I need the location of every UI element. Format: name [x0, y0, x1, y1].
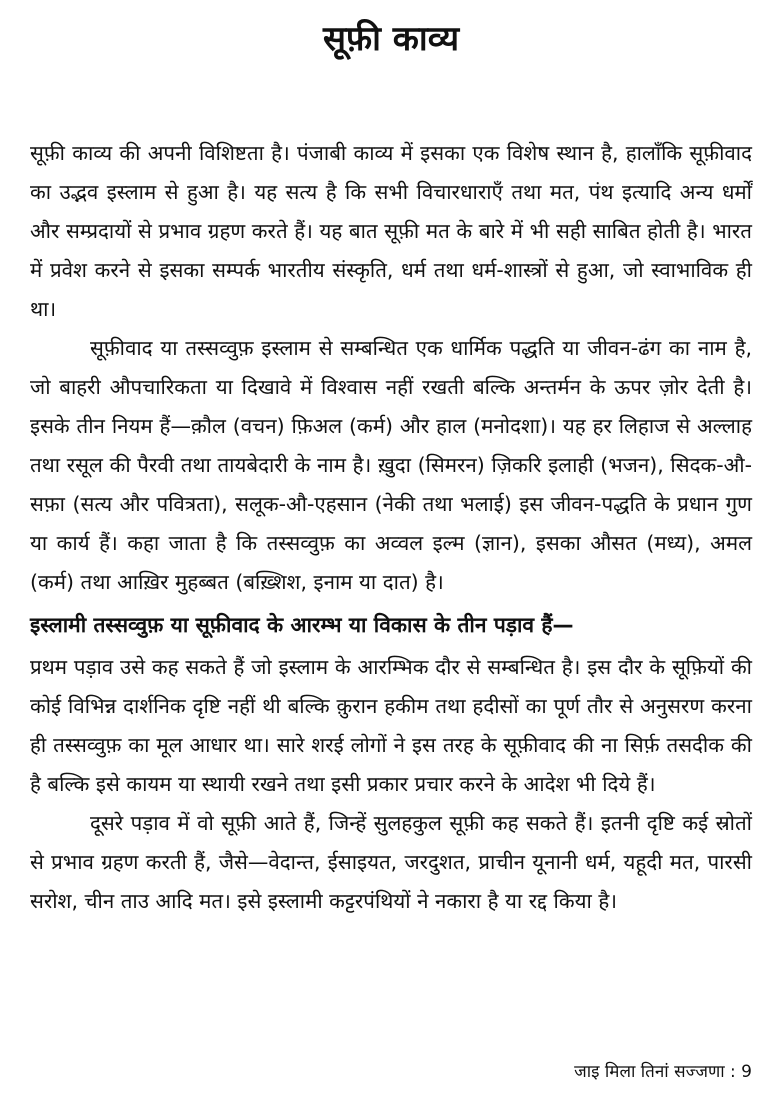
paragraph-first-stage: प्रथम पड़ाव उसे कह सकते हैं जो इस्लाम के आरम्भिक दौर से सम्बन्धित है। इस दौर के सूफ़ियों की कोई विभिन्न दार्शनिक दृष्टि नहीं थी बल्कि क़ुरान हकीम तथा हदीसों का पूर्ण तौर से अनुसरण करना ही तस्सव्वुफ़ का मूल आधार था। सारे शरई लोगों ने इस तरह के सूफ़ीवाद की ना सिर्फ़ तसदीक की है बल्कि इसे कायम या स्थायी रखने तथा इसी प्रकार प्रचार करने के आदेश भी दिये हैं।	[30, 655, 752, 796]
body-text	[30, 134, 752, 921]
paragraph-sufism-definition: सूफ़ीवाद या तस्सव्वुफ़ इस्लाम से सम्बन्धित एक धार्मिक पद्धति या जीवन-ढंग का नाम है, जो बाहरी औपचारिकता या दिखावे में विश्वास नहीं रखती बल्कि अन्तर्मन के ऊपर ज़ोर देती है। इसके तीन नियम हैं—क़ौल (वचन) फ़िअल (कर्म) और हाल (मनोदशा)। यह हर लिहाज से अल्लाह तथा रसूल की पैरवी तथा तायबेदारी के नाम है। ख़ुदा (सिमरन) ज़िकरि इलाही (भजन), सिदक-औ-सफ़ा (सत्य और पवित्रता), सलूक-औ-एहसान (नेकी तथा भलाई) इस जीवन-पद्धति के प्रधान गुण या कार्य हैं। कहा जाता है कि तस्सव्वुफ़ का अव्वल इल्म (ज्ञान), इसका औसत (मध्य), अमल (कर्म) तथा आख़िर मुहब्बत (बख़्शिश, इनाम या दात) है।	[30, 336, 752, 594]
page-footer: जाइ मिला तिनां सज्जणा : 9	[574, 1062, 752, 1082]
paragraph-intro: सूफ़ी काव्य की अपनी विशिष्टता है। पंजाबी काव्य में इसका एक विशेष स्थान है, हालाँकि सूफ़ीवाद का उद्भव इस्लाम से हुआ है। यह सत्य है कि सभी विचारधाराएँ तथा मत, पंथ इत्यादि अन्य धर्मों और सम्प्रदायों से प्रभाव ग्रहण करते हैं। यह बात सूफ़ी मत के बारे में भी सही साबित होती है। भारत में प्रवेश करने से इसका सम्पर्क भारतीय संस्कृति, धर्म तथा धर्म-शास्त्रों से हुआ, जो स्वाभाविक ही था।	[30, 141, 752, 321]
page-title: सूफ़ी काव्य	[322, 19, 460, 59]
paragraph-second-stage: दूसरे पड़ाव में वो सूफ़ी आते हैं, जिन्हें सुलहकुल सूफ़ी कह सकते हैं। इतनी दृष्टि कई स्रोतों से प्रभाव ग्रहण करती हैं, जैसे—वेदान्त, ईसाइयत, जरदुशत, प्राचीन यूनानी धर्म, यहूदी मत, पारसी सरोश, चीन ताउ आदि मत। इसे इस्लामी कट्टरपंथियों ने नकारा है या रद्द किया है।	[30, 811, 752, 913]
section-subheading: इस्लामी तस्सव्वुफ़ या सूफ़ीवाद के आरम्भ या विकास के तीन पड़ाव हैं—	[30, 613, 574, 637]
book-page	[30, 0, 752, 1108]
